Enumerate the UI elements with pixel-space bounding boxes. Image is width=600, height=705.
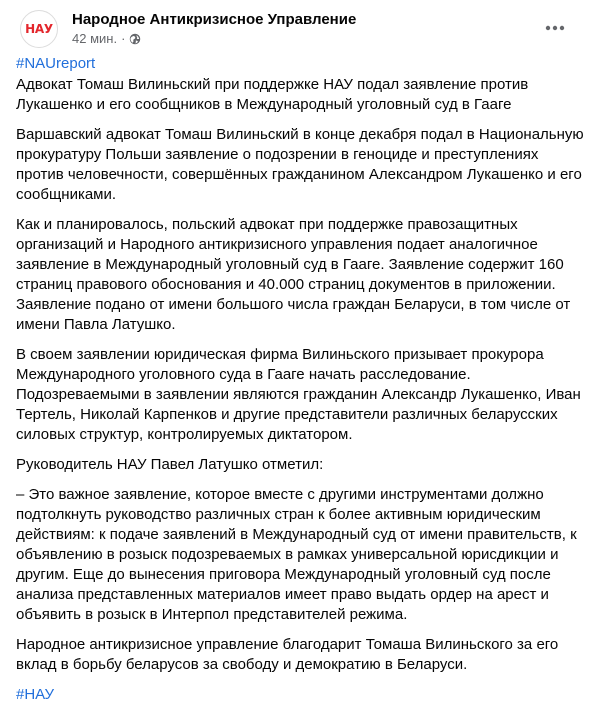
- avatar-logo-text: НАУ: [25, 22, 53, 36]
- globe-icon[interactable]: [129, 33, 141, 45]
- post-paragraph: Народное антикризисное управление благодарит Томаша Вилиньского за его вклад в борьбу беларусов за свободу и демократию в Беларуси.: [16, 636, 559, 673]
- page-avatar[interactable]: [20, 10, 58, 48]
- hashtag-nau[interactable]: #НАУ: [16, 686, 55, 703]
- hashtag-naureport[interactable]: #NAUreport: [16, 55, 96, 72]
- post-timestamp[interactable]: 42 мин.: [72, 31, 118, 46]
- more-options-button[interactable]: [540, 12, 570, 42]
- post-paragraph: – Это важное заявление, которое вместе с другими инструментами должно подтолкнуть руководство различных стран к более активным юридическим действиям: к подаче заявлений в Международный суд от имени правительств, к объявлению в розыск подозреваемых в рамках универсальной юрисдикции и другим. Еще до вынесения приговора Международный уголовный суд после анализа представленных материалов имеет право выдать ордер на арест и объявить в розыск в Интерпол представителей режима.: [16, 486, 577, 623]
- more-horizontal-icon: [545, 18, 565, 36]
- post-meta: [72, 31, 141, 46]
- page-name-link[interactable]: Народное Антикризисное Управление: [72, 11, 357, 28]
- post-headline: Адвокат Томаш Вилиньский при поддержке НАУ подал заявление против Лукашенко и его сообщников в Международный уголовный суд в Гааге: [16, 76, 529, 113]
- post-body: [16, 54, 584, 705]
- post-paragraph: Варшавский адвокат Томаш Вилиньский в конце декабря подал в Национальную прокуратуру Польши заявление о подозрении в геноциде и преступлениях против человечности, совершённых гражданином Александром Лукашенко и его сообщниками.: [16, 126, 584, 203]
- post-paragraph: Руководитель НАУ Павел Латушко отметил:: [16, 456, 324, 473]
- post-header: [16, 0, 584, 54]
- post-paragraph: В своем заявлении юридическая фирма Вилиньского призывает прокурора Международного уголовного суда в Гааге начать расследование. Подозреваемыми в заявлении являются гражданин Александр Лукашенко, Иван Тертель, Николай Карпенков и другие представители различных беларусских силовых структур, контролируемых диктатором.: [16, 346, 581, 443]
- post-paragraph: Как и планировалось, польский адвокат при поддержке правозащитных организаций и Народного антикризисного управления подает аналогичное заявление в Международный уголовный суд в Гааге. Заявление содержит 160 страниц правового обоснования и 40.000 страниц документов в приложении.: [16, 216, 564, 293]
- post-paragraph: Заявление подано от имени большого числа граждан Беларуси, в том числе от имени Павла Латушко.: [16, 296, 571, 333]
- meta-separator: ·: [121, 31, 126, 46]
